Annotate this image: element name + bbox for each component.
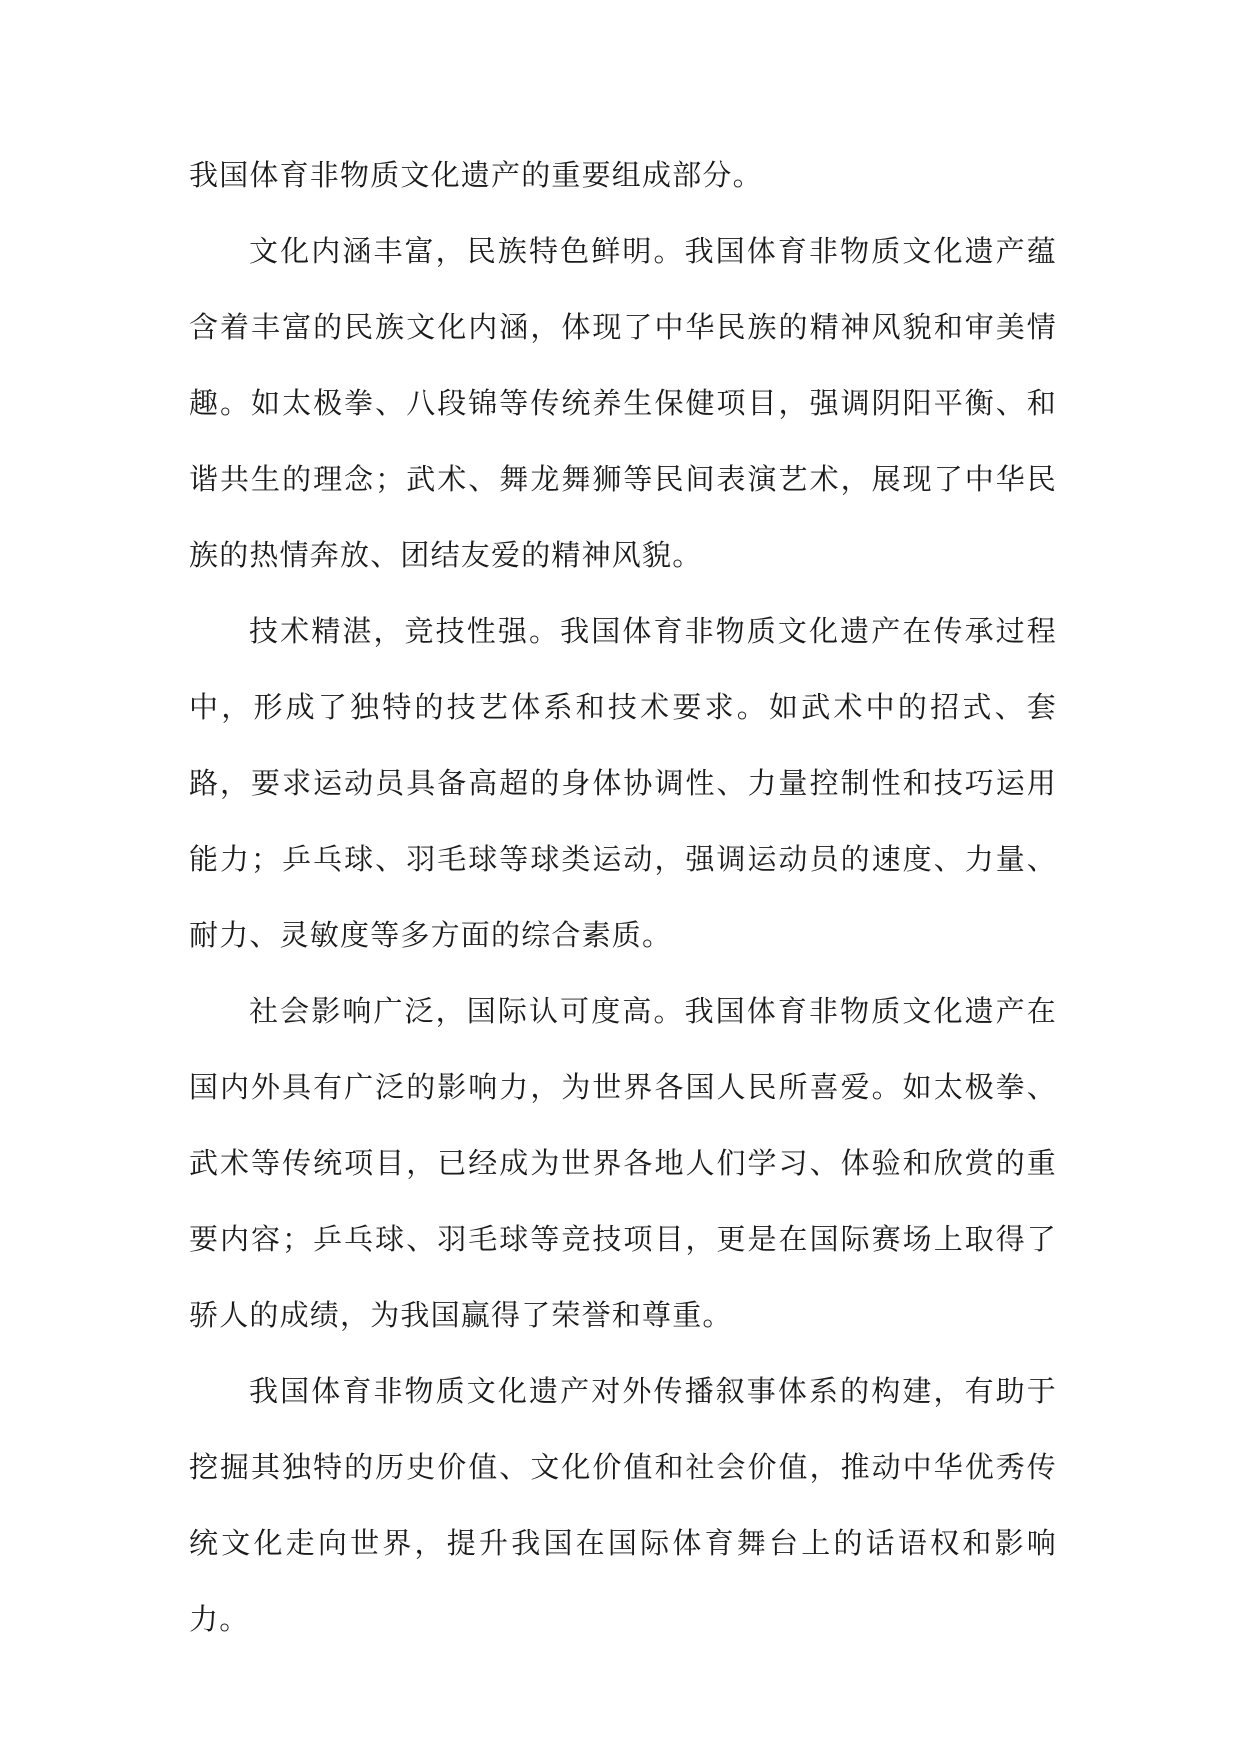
- paragraph-narrative-system: 我国体育非物质文化遗产对外传播叙事体系的构建，有助于挖掘其独特的历史价值、文化价值和社会价值，推动中华优秀传统文化走向世界，提升我国在国际体育舞台上的话语权和影响力。: [189, 1374, 1057, 1636]
- paragraph-technical-skill: 技术精湛，竞技性强。我国体育非物质文化遗产在传承过程中，形成了独特的技艺体系和技术要求。如武术中的招式、套路，要求运动员具备高超的身体协调性、力量控制性和技巧运用能力；乒乓球、羽毛球等球类运动，强调运动员的速度、力量、耐力、灵敏度等多方面的综合素质。: [189, 614, 1057, 952]
- paragraph-cultural-connotation: 文化内涵丰富，民族特色鲜明。我国体育非物质文化遗产蕴含着丰富的民族文化内涵，体现了中华民族的精神风貌和审美情趣。如太极拳、八段锦等传统养生保健项目，强调阴阳平衡、和谐共生的理念；武术、舞龙舞狮等民间表演艺术，展现了中华民族的热情奔放、团结友爱的精神风貌。: [189, 234, 1057, 572]
- paragraph-continuation: 我国体育非物质文化遗产的重要组成部分。: [189, 158, 763, 192]
- document-body: [189, 137, 1057, 1657]
- paragraph-social-influence: 社会影响广泛，国际认可度高。我国体育非物质文化遗产在国内外具有广泛的影响力，为世界各国人民所喜爱。如太极拳、武术等传统项目，已经成为世界各地人们学习、体验和欣赏的重要内容；乒乓球、羽毛球等竞技项目，更是在国际赛场上取得了骄人的成绩，为我国赢得了荣誉和尊重。: [189, 994, 1057, 1332]
